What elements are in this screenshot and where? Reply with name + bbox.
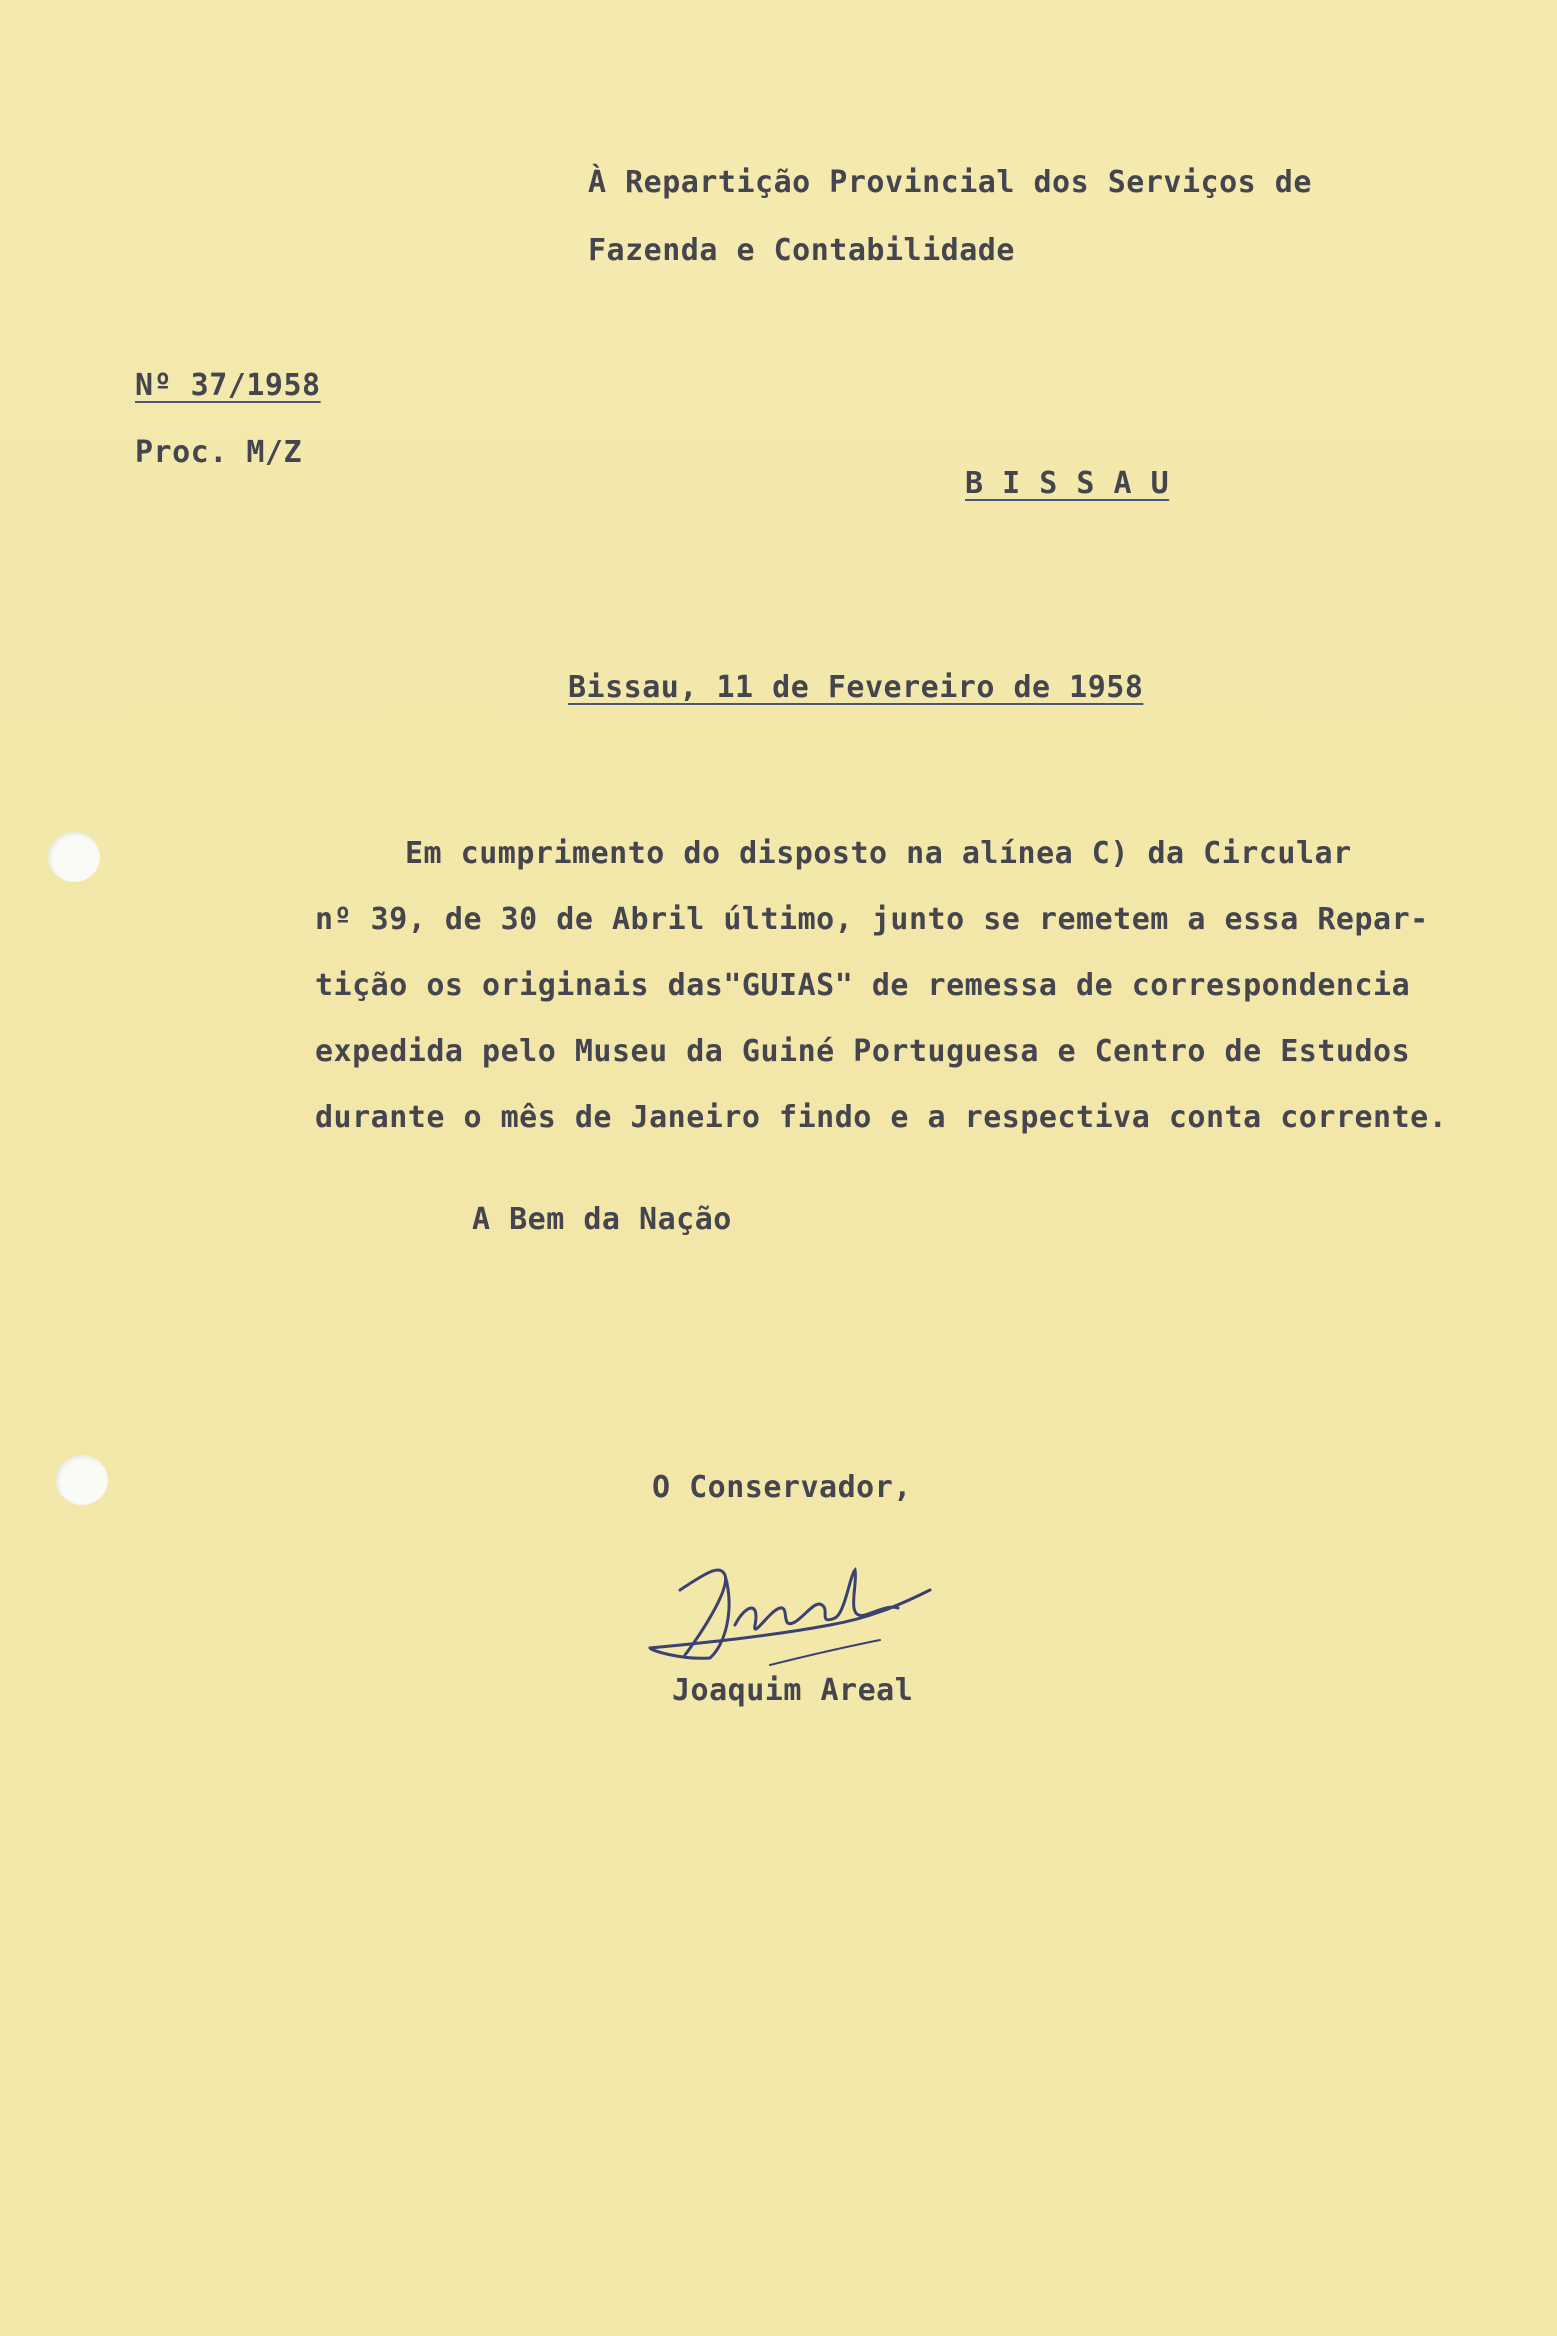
body-line-2: nº 39, de 30 de Abril último, junto se remetem a essa Repar- bbox=[315, 902, 1429, 937]
signatory-name: Joaquim Areal bbox=[672, 1673, 914, 1708]
punch-hole-top bbox=[48, 832, 100, 882]
body-line-1: Em cumprimento do disposto na alínea C) da Circular bbox=[405, 836, 1352, 871]
punch-hole-bottom bbox=[56, 1455, 108, 1505]
process-reference: Proc. M/Z bbox=[135, 435, 303, 470]
closing-salutation: A Bem da Nação bbox=[472, 1202, 732, 1237]
destination-city: B I S S A U bbox=[965, 466, 1170, 501]
date-line: Bissau, 11 de Fevereiro de 1958 bbox=[568, 670, 1144, 705]
handwritten-signature bbox=[640, 1530, 960, 1690]
body-line-4: expedida pelo Museu da Guiné Portuguesa e Centro de Estudos bbox=[315, 1034, 1411, 1069]
addressee-line-2: Fazenda e Contabilidade bbox=[588, 233, 1015, 268]
addressee-line-1: À Repartição Provincial dos Serviços de bbox=[588, 165, 1312, 200]
body-line-3: tição os originais das"GUIAS" de remessa de correspondencia bbox=[315, 968, 1411, 1003]
body-line-5: durante o mês de Janeiro findo e a respectiva conta corrente. bbox=[315, 1100, 1448, 1135]
reference-number: Nº 37/1958 bbox=[135, 368, 321, 403]
signatory-title: O Conservador, bbox=[652, 1470, 912, 1505]
